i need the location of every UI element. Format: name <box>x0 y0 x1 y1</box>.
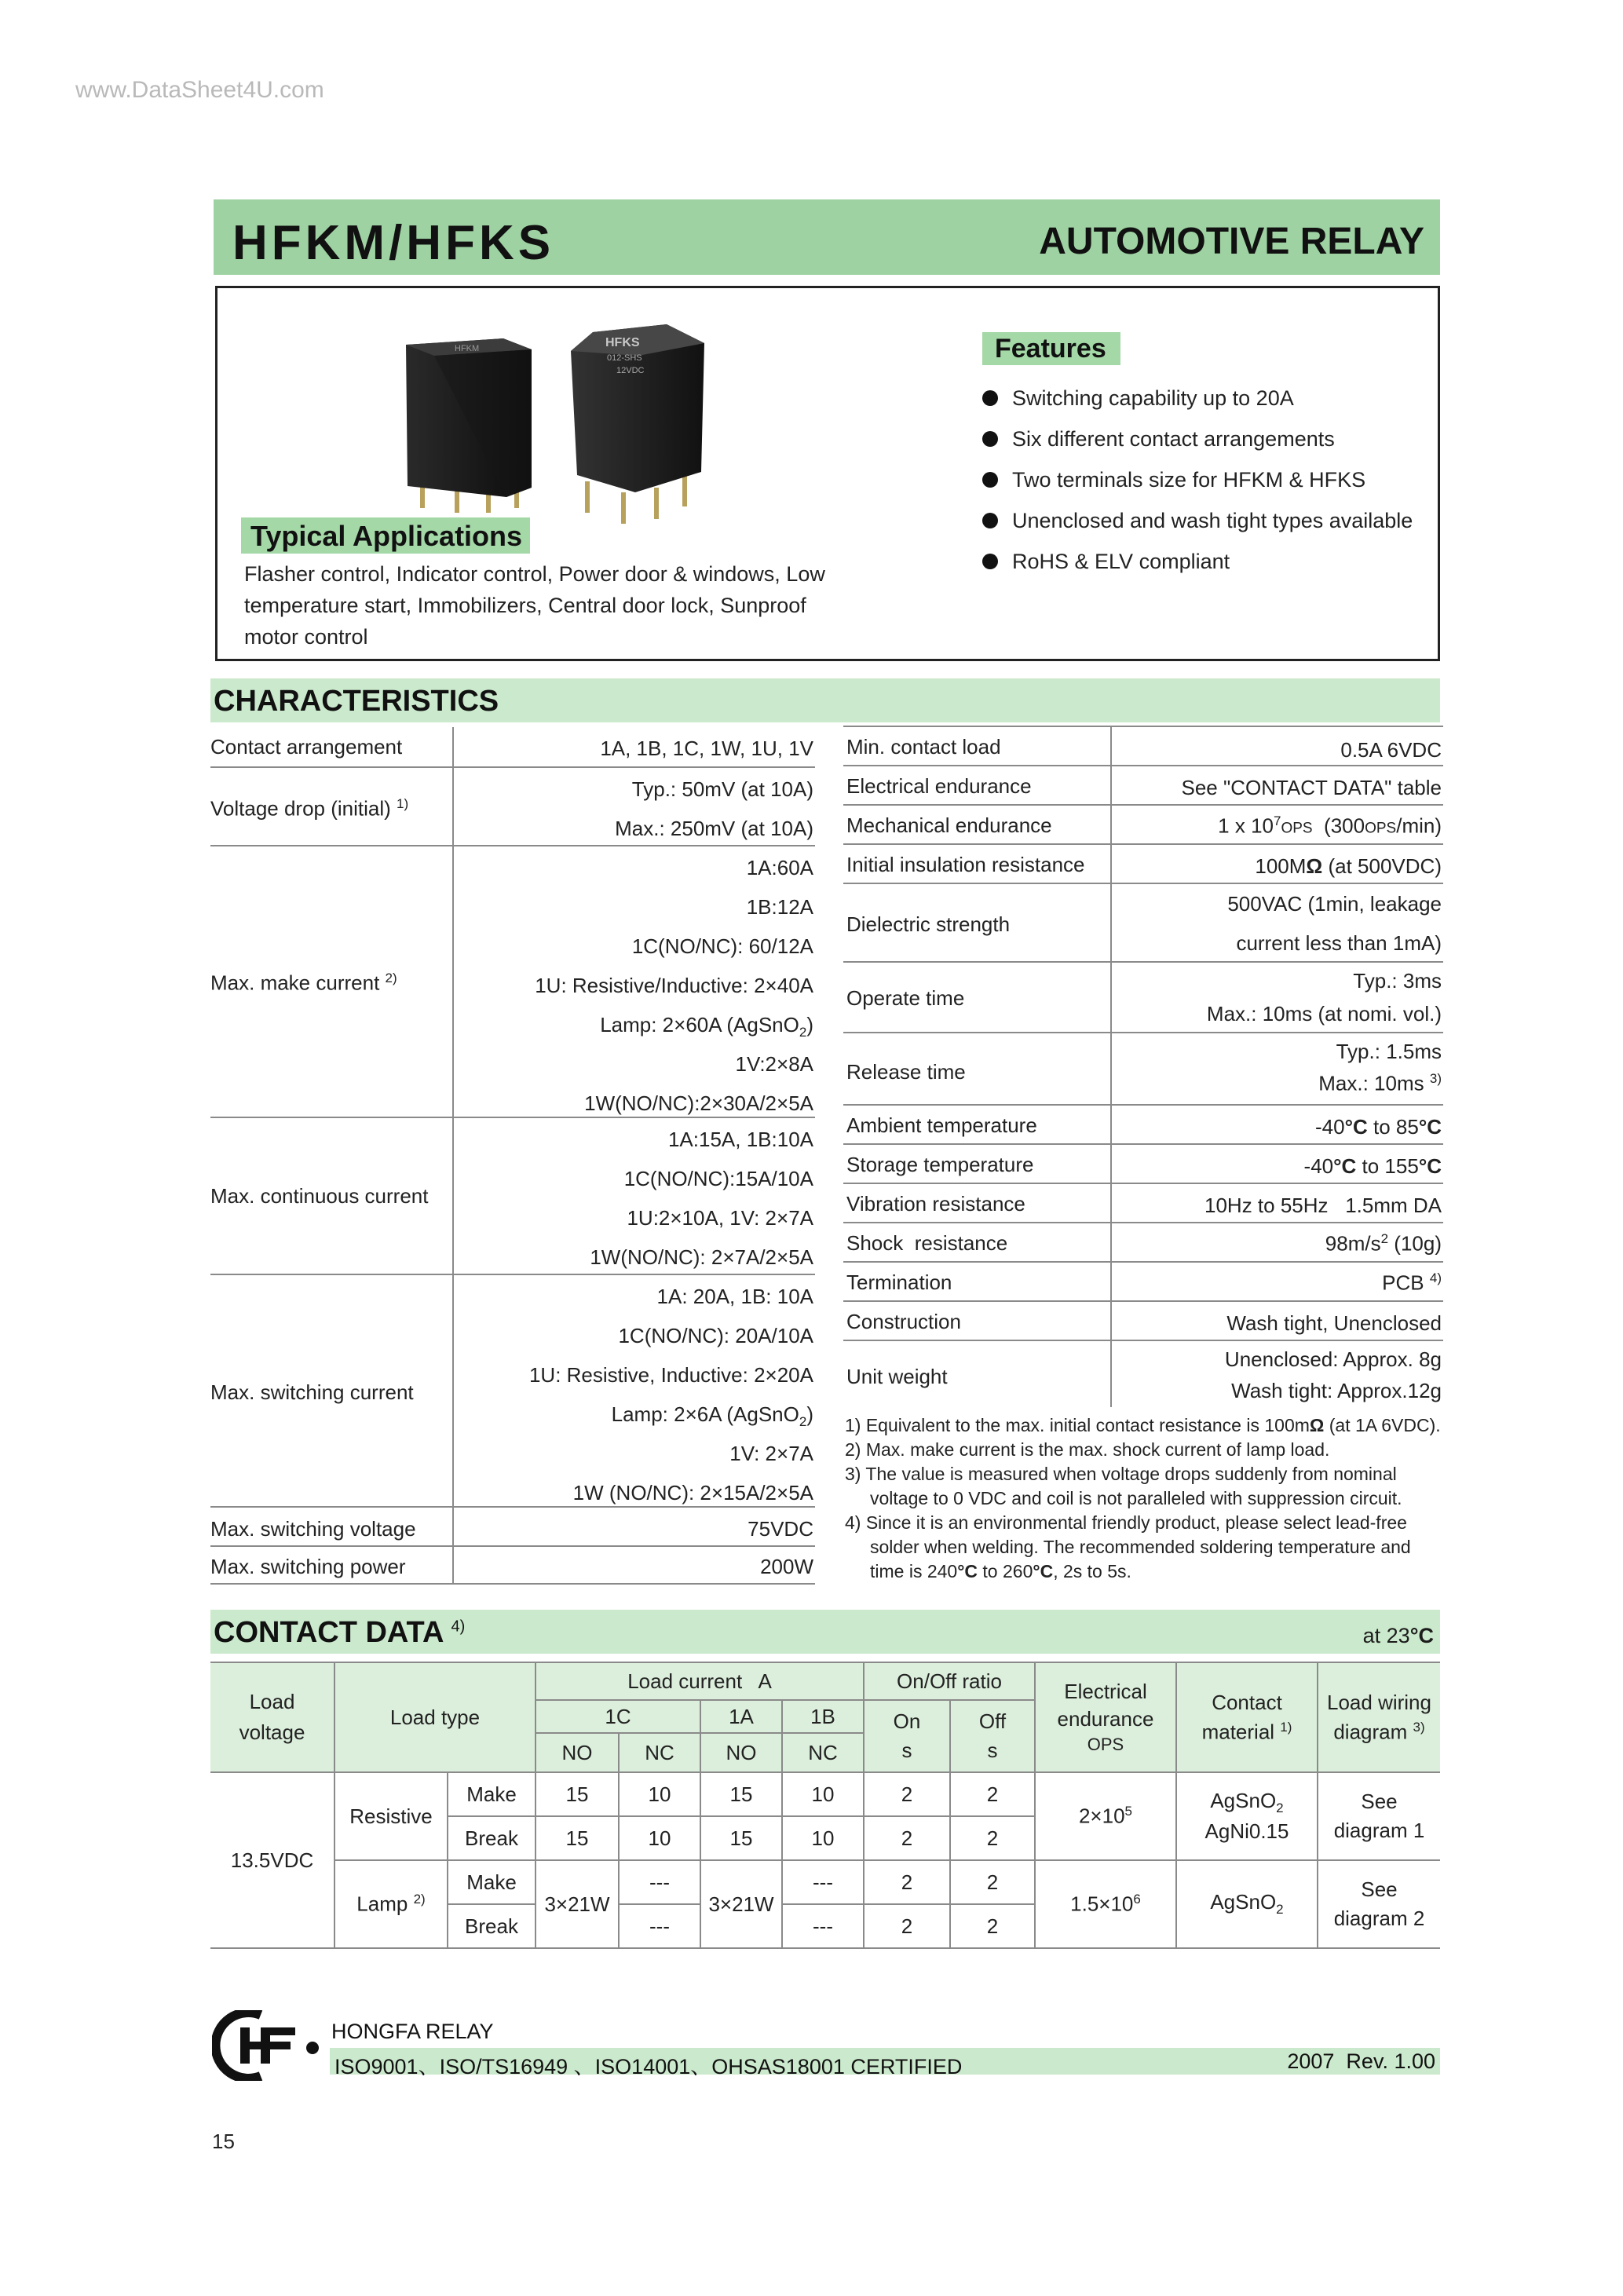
cell: --- <box>619 1904 700 1948</box>
unit-text: °C <box>1409 1624 1434 1647</box>
header-1c: 1C <box>536 1700 700 1733</box>
break-label: Break <box>448 1816 536 1860</box>
char-label: Max. continuous current <box>210 1184 429 1208</box>
header-contact-material <box>1176 1662 1318 1772</box>
footnote-ref: 3) <box>1413 1719 1425 1735</box>
cell-text: Lamp <box>356 1892 408 1916</box>
char-label: Max. switching power <box>210 1555 406 1578</box>
char-value: Typ.: 3ms <box>1353 969 1442 993</box>
char-value: Wash tight, Unenclosed <box>1226 1311 1442 1335</box>
cell: 10 <box>782 1772 864 1816</box>
lamp-1c-no: 3×21W <box>536 1860 619 1948</box>
char-value: 1U: Resistive/Inductive: 2×40A <box>535 974 813 997</box>
header-text: On <box>893 1709 921 1733</box>
char-value <box>1325 1231 1442 1256</box>
product-title: HFKM/HFKS <box>232 216 555 270</box>
watermark: www.DataSheet4U.com <box>75 77 324 103</box>
char-value-text: Lamp: 2×6A (AgSnO <box>611 1402 799 1426</box>
char-value: 1V:2×8A <box>735 1052 813 1076</box>
header-on <box>864 1700 950 1772</box>
char-label: Construction <box>846 1310 961 1333</box>
cell: 15 <box>536 1772 619 1816</box>
overview-box <box>215 286 1440 661</box>
char-value: 1A:60A <box>746 856 813 879</box>
header-text: s <box>987 1738 998 1762</box>
char-row-shock-resistance <box>843 1223 1443 1263</box>
lamp-diagram <box>1318 1860 1440 1948</box>
char-value: Wash tight: Approx.12g <box>1231 1379 1442 1402</box>
lamp-1a-no: 3×21W <box>700 1860 782 1948</box>
char-row-insulation-resistance <box>843 845 1443 884</box>
char-row-termination <box>843 1263 1443 1302</box>
cell-text: AgNi0.15 <box>1204 1819 1289 1844</box>
char-row-max-continuous-current <box>210 1118 815 1275</box>
subscript: 2 <box>799 1414 807 1430</box>
lamp-material <box>1176 1860 1318 1948</box>
char-label: Storage temperature <box>846 1153 1034 1176</box>
subscript: 2 <box>1276 1902 1284 1918</box>
char-value-text: 1 x 10 <box>1218 813 1274 838</box>
header-text: material <box>1201 1720 1275 1744</box>
char-row-min-contact-load <box>843 727 1443 766</box>
char-label: Max. switching voltage <box>210 1517 416 1541</box>
char-value: 1C(NO/NC): 20A/10A <box>618 1324 813 1347</box>
char-value: current less than 1mA) <box>1236 931 1442 955</box>
char-row-ambient-temperature <box>843 1106 1443 1145</box>
subscript: 2 <box>1276 1801 1284 1816</box>
char-value-text: (10g) <box>1388 1231 1442 1256</box>
footnote-text: 1) Equivalent to the max. initial contact resistance is 100m <box>845 1415 1310 1435</box>
cell: 2 <box>950 1860 1035 1904</box>
char-label: Mechanical endurance <box>846 813 1052 837</box>
header-no: NO <box>536 1733 619 1772</box>
footnote-2: 2) Max. make current is the max. shock current of lamp load. <box>845 1439 1330 1460</box>
cell: 10 <box>619 1816 700 1860</box>
hongfa-logo <box>212 2010 322 2081</box>
temperature-text: at 23 <box>1362 1624 1410 1647</box>
resistive-material <box>1176 1772 1318 1860</box>
footnote-ref: 1) <box>1280 1719 1292 1735</box>
header-text: voltage <box>239 1720 305 1744</box>
char-value: 200W <box>760 1555 813 1578</box>
feature-item: RoHS & ELV compliant <box>979 541 1413 582</box>
header-electrical-endurance <box>1035 1662 1176 1772</box>
char-row-dielectric-strength <box>843 884 1443 963</box>
header-1b: 1B <box>782 1700 864 1733</box>
header-text: OPS <box>1087 1735 1124 1754</box>
char-value: Typ.: 50mV (at 10A) <box>631 777 813 801</box>
omega-symbol: Ω <box>1309 1415 1325 1435</box>
char-label: Ambient temperature <box>846 1113 1037 1137</box>
features-title: Features <box>982 332 1120 365</box>
characteristics-left-table <box>210 727 815 1585</box>
header-text: Electrical <box>1064 1680 1147 1703</box>
char-value <box>1382 1270 1442 1296</box>
footnote-ref: 4) <box>1429 1270 1442 1285</box>
char-label: Termination <box>846 1270 952 1294</box>
char-value: 1C(NO/NC):15A/10A <box>623 1167 813 1190</box>
cell-text: 2×10 <box>1078 1804 1125 1828</box>
char-row-release-time <box>843 1033 1443 1106</box>
feature-item: Six different contact arrangements <box>979 419 1413 459</box>
cell: --- <box>782 1904 864 1948</box>
cell: 2 <box>864 1772 950 1816</box>
relay-left-label: HFKM <box>455 344 480 353</box>
footnote-text: time is 240 <box>870 1561 958 1581</box>
resistive-endurance <box>1035 1772 1176 1860</box>
break-label: Break <box>448 1904 536 1948</box>
char-row-voltage-drop <box>210 768 815 846</box>
footnote-text: (at 1A 6VDC). <box>1324 1415 1441 1435</box>
char-label <box>210 796 408 821</box>
company-name: HONGFA RELAY <box>331 2020 494 2043</box>
contact-data-title-text: CONTACT DATA <box>214 1616 443 1649</box>
char-value <box>1218 813 1442 839</box>
header-text: Load wiring <box>1327 1690 1431 1714</box>
char-row-max-make-current <box>210 846 815 1118</box>
char-value: 500VAC (1min, leakage <box>1227 892 1442 916</box>
unit-text: °C <box>957 1561 978 1581</box>
char-value-text: to 155 <box>1356 1154 1419 1178</box>
char-label-text: Voltage drop (initial) <box>210 796 391 821</box>
unit-text: °C <box>1418 1115 1442 1139</box>
char-value-text: /min) <box>1396 813 1442 838</box>
cell: 2 <box>950 1904 1035 1948</box>
char-label: Max. switching current <box>210 1380 414 1404</box>
superscript: 5 <box>1124 1804 1133 1819</box>
contact-data-temperature <box>1363 1624 1434 1648</box>
cell: 15 <box>536 1816 619 1860</box>
char-value-text: Max.: 10ms <box>1318 1071 1424 1095</box>
unit-text: °C <box>1344 1115 1368 1139</box>
cell: 2 <box>950 1816 1035 1860</box>
footnote-ref: 1) <box>397 796 409 811</box>
char-value: 0.5A 6VDC <box>1340 738 1442 762</box>
char-value <box>1255 854 1442 879</box>
char-label: Release time <box>846 1060 966 1084</box>
char-value: 1W (NO/NC): 2×15A/2×5A <box>572 1481 813 1504</box>
char-value-text: 98m/s <box>1325 1231 1381 1256</box>
char-label: Shock resistance <box>846 1231 1008 1255</box>
char-value: 1V: 2×7A <box>729 1442 813 1465</box>
header-row <box>210 1662 1440 1700</box>
footnote-4-cont: solder when welding. The recommended soldering temperature and <box>870 1537 1411 1557</box>
char-value <box>1318 1071 1442 1096</box>
char-label: Min. contact load <box>846 735 1001 759</box>
cell: --- <box>619 1860 700 1904</box>
make-label: Make <box>448 1860 536 1904</box>
lamp-endurance <box>1035 1860 1176 1948</box>
cell: 10 <box>619 1772 700 1816</box>
char-value-text: (300 <box>1312 813 1365 838</box>
superscript: 7 <box>1274 813 1281 828</box>
resistive-diagram <box>1318 1772 1440 1860</box>
footer-bar <box>330 2048 1440 2078</box>
unit-text: °C <box>1333 1154 1357 1178</box>
char-value: 1A, 1B, 1C, 1W, 1U, 1V <box>600 737 813 760</box>
contact-data-title <box>214 1616 465 1650</box>
unit-text: OPS <box>1281 820 1313 837</box>
char-label: Operate time <box>846 986 965 1010</box>
char-value <box>600 1013 813 1040</box>
unit-text: °C <box>1418 1154 1442 1178</box>
make-label: Make <box>448 1772 536 1816</box>
applications-title: Typical Applications <box>241 517 530 554</box>
cell: 2 <box>864 1860 950 1904</box>
cell: --- <box>782 1860 864 1904</box>
footnote-3: 3) The value is measured when voltage drops suddenly from nominal <box>845 1464 1397 1484</box>
cell-text: diagram 2 <box>1333 1907 1425 1930</box>
char-value: 1B:12A <box>746 895 813 919</box>
cell: 15 <box>700 1816 782 1860</box>
char-value-text: to 85 <box>1367 1115 1419 1139</box>
cell: 10 <box>782 1816 864 1860</box>
char-value: 1U:2×10A, 1V: 2×7A <box>627 1206 813 1230</box>
certifications: ISO9001、ISO/TS16949 、ISO14001、OHSAS18001 CERTIFIED <box>334 2055 963 2078</box>
footnote-text: to 260 <box>978 1561 1033 1581</box>
header-nc: NC <box>782 1733 864 1772</box>
feature-item: Switching capability up to 20A <box>979 378 1413 419</box>
header-nc: NC <box>619 1733 700 1772</box>
header-text: Load <box>249 1690 295 1713</box>
footnote-4: 4) Since it is an environmental friendly product, please select lead-free <box>845 1512 1407 1533</box>
char-row-storage-temperature <box>843 1145 1443 1184</box>
header-text: endurance <box>1057 1707 1154 1731</box>
char-value: 1A:15A, 1B:10A <box>667 1128 813 1151</box>
cell: 15 <box>700 1772 782 1816</box>
char-label: Initial insulation resistance <box>846 853 1085 876</box>
relay-right-code: 012-SHS <box>607 353 642 363</box>
char-label-text: Max. make current <box>210 971 380 995</box>
char-value-text: -40 <box>1314 1115 1345 1139</box>
footnote-4-cont <box>845 1559 1457 1584</box>
subscript: 2 <box>799 1025 807 1040</box>
char-value: 10Hz to 55Hz 1.5mm DA <box>1204 1194 1442 1217</box>
char-value: Max.: 250mV (at 10A) <box>615 817 813 840</box>
footnotes <box>845 1413 1457 1584</box>
characteristics-right-table <box>843 726 1443 1407</box>
unit-text: °C <box>1033 1561 1054 1581</box>
relay-right-voltage: 12VDC <box>616 366 645 375</box>
title-bar <box>214 199 1440 275</box>
characteristics-title: CHARACTERISTICS <box>214 685 499 718</box>
cell-text: AgSnO <box>1210 1890 1277 1914</box>
footnote-ref: 3) <box>1429 1071 1442 1086</box>
contact-data-table <box>210 1662 1440 1949</box>
header-load-wiring <box>1318 1662 1440 1772</box>
char-value-text: 100M <box>1255 854 1307 878</box>
header-load-voltage <box>210 1662 334 1772</box>
feature-item: Unenclosed and wash tight types available <box>979 500 1413 541</box>
footnote-1 <box>845 1413 1457 1438</box>
cell-text: diagram 1 <box>1333 1819 1425 1842</box>
footnote-ref: 2) <box>413 1892 426 1907</box>
char-row-unit-weight <box>843 1341 1443 1407</box>
omega-symbol: Ω <box>1306 854 1323 878</box>
char-value: See "CONTACT DATA" table <box>1181 776 1442 799</box>
header-onoff-ratio: On/Off ratio <box>864 1662 1035 1700</box>
char-value-text: PCB <box>1382 1270 1424 1295</box>
header-load-type: Load type <box>334 1662 536 1772</box>
cell: 2 <box>950 1772 1035 1816</box>
table-row <box>210 1772 1440 1816</box>
footnote-ref: 4) <box>451 1618 466 1636</box>
features-list <box>979 378 1413 582</box>
char-row-contact-arrangement <box>210 727 815 768</box>
header-text: Contact <box>1212 1690 1282 1714</box>
characteristics-bar <box>210 678 1440 722</box>
cell: 2 <box>864 1904 950 1948</box>
table-row <box>210 1860 1440 1904</box>
char-label: Vibration resistance <box>846 1192 1025 1216</box>
char-value-text: Lamp: 2×60A (AgSnO <box>600 1013 799 1036</box>
applications-text: Flasher control, Indicator control, Power door & windows, Low temperature start, Immobilizers, Central door lock, Sunproof motor control <box>244 562 825 649</box>
char-value: 1C(NO/NC): 60/12A <box>631 934 813 958</box>
cell-text: 1.5×10 <box>1070 1892 1134 1916</box>
page-number: 15 <box>212 2130 235 2153</box>
char-label: Dielectric strength <box>846 912 1011 936</box>
cell: 2 <box>864 1816 950 1860</box>
char-value: Max.: 10ms (at nomi. vol.) <box>1206 1002 1442 1026</box>
char-value <box>1304 1154 1442 1179</box>
header-1a: 1A <box>700 1700 782 1733</box>
char-value-text: (at 500VDC) <box>1322 854 1442 878</box>
product-subtitle: AUTOMOTIVE RELAY <box>1039 221 1424 262</box>
char-value: 1W(NO/NC):2×30A/2×5A <box>584 1091 813 1115</box>
header-load-current: Load current A <box>536 1662 864 1700</box>
contact-data-bar <box>210 1610 1440 1654</box>
char-row-max-switching-current <box>210 1275 815 1508</box>
char-row-mechanical-endurance <box>843 806 1443 845</box>
header-text: diagram <box>1333 1720 1408 1744</box>
superscript: 6 <box>1133 1892 1141 1907</box>
char-row-max-switching-voltage <box>210 1508 815 1547</box>
char-value: Unenclosed: Approx. 8g <box>1224 1347 1442 1371</box>
char-row-construction <box>843 1302 1443 1341</box>
unit-text: OPS <box>1365 820 1397 837</box>
char-row-electrical-endurance <box>843 766 1443 806</box>
lamp-label <box>334 1860 448 1948</box>
char-value-text: -40 <box>1303 1154 1334 1178</box>
header-text: s <box>901 1738 912 1762</box>
feature-item: Two terminals size for HFKM & HFKS <box>979 459 1413 500</box>
revision: 2007 Rev. 1.00 <box>1287 2049 1435 2073</box>
load-voltage-value: 13.5VDC <box>210 1772 334 1948</box>
superscript: 2 <box>1380 1231 1389 1246</box>
char-value: Typ.: 1.5ms <box>1336 1040 1442 1063</box>
cell-text: See <box>1361 1877 1398 1901</box>
cell-text: See <box>1361 1790 1398 1813</box>
char-value: 1W(NO/NC): 2×7A/2×5A <box>590 1245 813 1269</box>
relay-right-label: HFKS <box>605 336 640 349</box>
char-label: Contact arrangement <box>210 735 403 759</box>
char-value: 1A: 20A, 1B: 10A <box>656 1285 813 1308</box>
char-value-text: ) <box>806 1402 813 1426</box>
char-value-text: ) <box>806 1013 813 1036</box>
char-value: 75VDC <box>748 1517 813 1541</box>
footnote-ref: 2) <box>385 971 397 985</box>
resistive-label: Resistive <box>334 1772 448 1860</box>
char-label: Electrical endurance <box>846 774 1032 798</box>
char-row-max-switching-power <box>210 1547 815 1585</box>
header-text: Off <box>978 1709 1007 1733</box>
char-value <box>1315 1115 1442 1139</box>
cell-text: AgSnO <box>1210 1788 1277 1812</box>
char-row-vibration-resistance <box>843 1184 1443 1223</box>
char-label <box>210 971 397 996</box>
footnote-3-cont: voltage to 0 VDC and coil is not paralleled with suppression circuit. <box>870 1488 1402 1508</box>
header-no: NO <box>700 1733 782 1772</box>
char-value <box>612 1402 813 1430</box>
char-row-operate-time <box>843 963 1443 1033</box>
relay-photo <box>400 320 729 532</box>
char-label: Unit weight <box>846 1365 948 1388</box>
char-value: 1U: Resistive, Inductive: 2×20A <box>528 1363 813 1387</box>
footnote-text: , 2s to 5s. <box>1053 1561 1131 1581</box>
header-off <box>950 1700 1035 1772</box>
